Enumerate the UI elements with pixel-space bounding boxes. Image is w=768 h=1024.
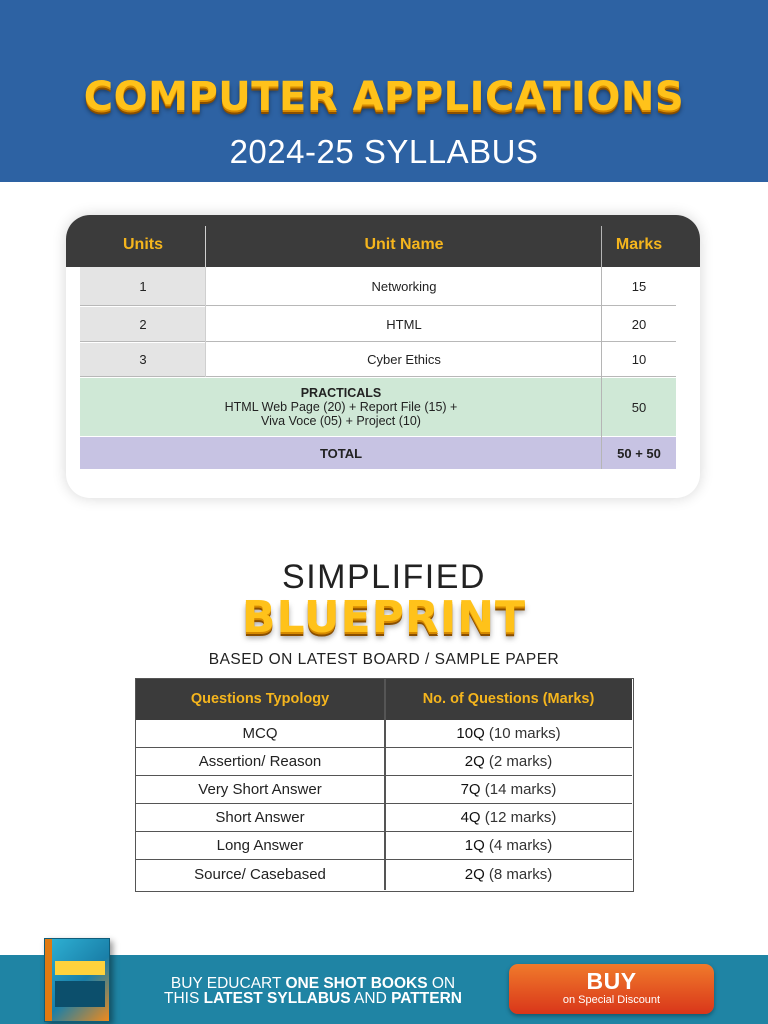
unit-name: Networking <box>206 267 602 305</box>
practicals-line-2: Viva Voce (05) + Project (10) <box>261 414 421 428</box>
column-header-unit-name: Unit Name <box>364 236 444 253</box>
syllabus-row <box>80 307 676 342</box>
total-row <box>80 437 676 469</box>
blueprint-heading-line-1: SIMPLIFIED <box>282 558 486 596</box>
blueprint-heading-line-2: BLUEPRINT <box>241 592 527 643</box>
practicals-line-1: HTML Web Page (20) + Report File (15) + <box>224 400 458 414</box>
unit-marks: 10 <box>602 343 676 376</box>
buy-button-label: BUY <box>586 968 637 994</box>
total-label: TOTAL <box>319 445 363 461</box>
practicals-description <box>80 378 602 436</box>
unit-number: 2 <box>80 307 206 341</box>
syllabus-row <box>80 343 676 377</box>
page-header <box>0 0 768 182</box>
promo-text <box>143 976 483 1006</box>
question-count: 10Q (10 marks) <box>456 725 561 742</box>
question-type: Assertion/ Reason <box>198 753 322 770</box>
column-divider <box>384 679 386 890</box>
question-count: 2Q (8 marks) <box>464 866 553 883</box>
column-divider <box>205 226 206 377</box>
blueprint-subheading: BASED ON LATEST BOARD / SAMPLE PAPER <box>208 651 560 668</box>
practicals-marks: 50 <box>631 399 647 415</box>
syllabus-row <box>80 267 676 306</box>
question-type: Source/ Casebased <box>194 866 326 883</box>
buy-button[interactable] <box>509 964 714 1014</box>
column-header-typology: Questions Typology <box>190 691 330 707</box>
column-header-units: Units <box>123 236 163 253</box>
question-count: 4Q (12 marks) <box>460 809 557 826</box>
page-subtitle: 2024-25 SYLLABUS <box>229 133 539 170</box>
unit-marks: 15 <box>602 267 676 305</box>
blueprint-table <box>135 678 634 892</box>
unit-number: 1 <box>80 267 206 305</box>
syllabus-card <box>66 215 700 498</box>
column-divider <box>601 226 602 469</box>
unit-number: 3 <box>80 343 206 376</box>
promo-line-1: BUY EDUCART ONE SHOT BOOKS ON <box>170 975 456 992</box>
book-cover-icon <box>44 938 110 1022</box>
unit-name: Cyber Ethics <box>206 343 602 376</box>
column-header-marks: Marks <box>615 236 663 253</box>
question-count: 2Q (2 marks) <box>464 753 553 770</box>
practicals-title: PRACTICALS <box>300 386 382 400</box>
buy-button-sublabel: on Special Discount <box>562 994 661 1006</box>
question-count: 1Q (4 marks) <box>464 837 553 854</box>
question-count: 7Q (14 marks) <box>460 781 557 798</box>
page-title: COMPUTER APPLICATIONS <box>83 74 685 120</box>
syllabus-table-header <box>66 215 700 267</box>
question-type: MCQ <box>242 725 278 742</box>
practicals-row <box>80 378 676 436</box>
promo-line-2: THIS LATEST SYLLABUS AND PATTERN <box>164 990 462 1007</box>
question-type: Short Answer <box>215 809 305 826</box>
column-header-questions: No. of Questions (Marks) <box>422 691 595 707</box>
question-type: Long Answer <box>216 837 304 854</box>
unit-name: HTML <box>206 307 602 341</box>
total-marks: 50 + 50 <box>617 445 661 461</box>
question-type: Very Short Answer <box>198 781 322 798</box>
unit-marks: 20 <box>602 307 676 341</box>
